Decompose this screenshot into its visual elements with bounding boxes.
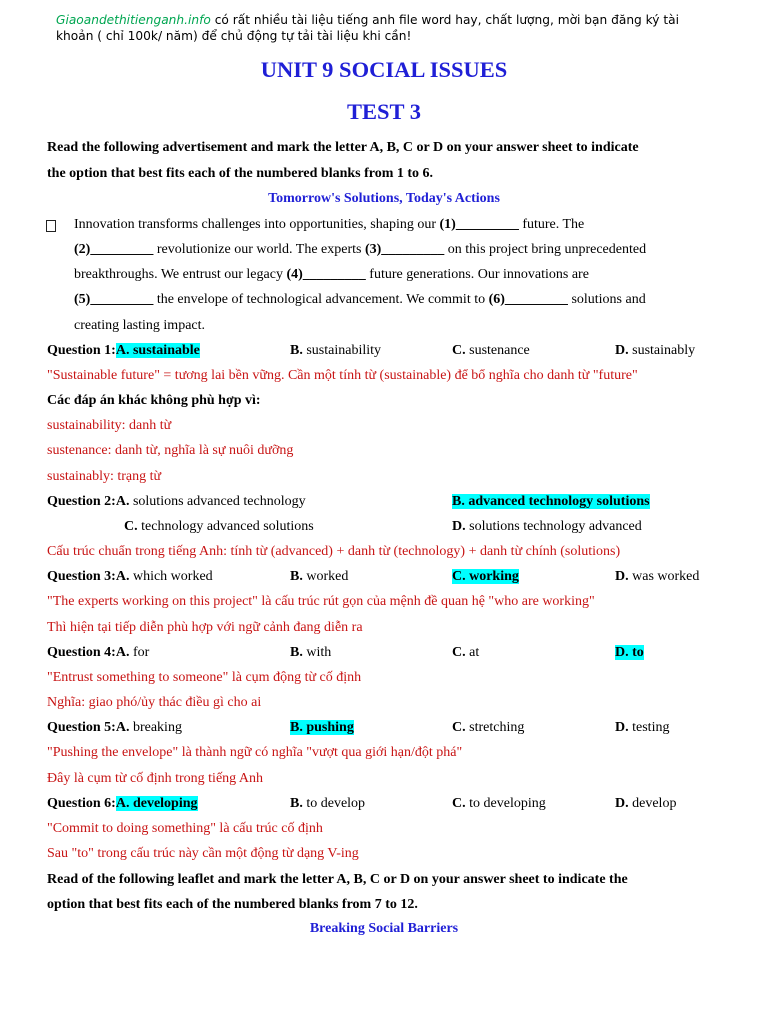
- test-title: TEST 3: [346, 99, 421, 124]
- passage-text: on this project bring unprecedented: [444, 242, 647, 257]
- option-text: develop: [628, 796, 677, 811]
- option-text: solutions technology advanced: [465, 519, 642, 534]
- instruction-2-line-1: Read of the following leaflet and mark the letter A, B, C or D on your answer sheet to indicate the: [47, 872, 628, 887]
- option-d[interactable]: [615, 343, 695, 359]
- option-a-correct[interactable]: A. developing: [115, 796, 198, 811]
- option-letter: C.: [452, 645, 466, 660]
- passage-text: the envelope of technological advancement. We commit to: [153, 292, 489, 307]
- blank-2: (2)_________: [74, 242, 154, 257]
- question-label: Question 2:: [47, 494, 116, 509]
- passage-text: breakthroughs. We entrust our legacy: [74, 267, 287, 282]
- option-text: stretching: [465, 720, 525, 735]
- option-d[interactable]: [615, 720, 669, 736]
- option-text: to developing: [465, 796, 546, 811]
- others-heading: Các đáp án khác không phù hợp vì:: [47, 393, 261, 408]
- option-a[interactable]: [116, 645, 149, 660]
- explanation: sustainability: danh từ: [47, 418, 172, 433]
- option-c[interactable]: [452, 343, 530, 359]
- option-b-correct[interactable]: B. advanced technology solutions: [452, 494, 650, 509]
- option-d[interactable]: [452, 519, 642, 535]
- option-text: sustainability: [302, 343, 382, 358]
- passage-1-line-2: [74, 242, 646, 258]
- option-text: to develop: [302, 796, 366, 811]
- question-label: Question 4:: [47, 645, 116, 660]
- option-a-correct[interactable]: A. sustainable: [115, 343, 200, 358]
- explanation: "Commit to doing something" là cấu trúc cố định: [47, 821, 323, 836]
- passage-text: Innovation transforms challenges into opportunities, shaping our: [74, 217, 440, 232]
- option-text: testing: [628, 720, 670, 735]
- passage-1-line-3: [74, 267, 589, 283]
- blank-5: (5)_________: [74, 292, 154, 307]
- option-letter: A.: [115, 569, 130, 584]
- option-d[interactable]: [615, 796, 676, 812]
- option-letter: D.: [615, 796, 629, 811]
- passage-text: future generations. Our innovations are: [365, 267, 589, 282]
- explanation: "Entrust something to someone" là cụm động từ cố định: [47, 670, 362, 685]
- instruction-1-line-1: Read the following advertisement and mark the letter A, B, C or D on your answer sheet to indicate: [47, 140, 639, 155]
- instruction-2-line-2: option that best fits each of the numbered blanks from 7 to 12.: [47, 897, 418, 912]
- option-letter: D.: [615, 343, 629, 358]
- option-a[interactable]: [116, 569, 213, 584]
- passage-text: future. The: [518, 217, 585, 232]
- question-label: Question 5:: [47, 720, 116, 735]
- option-text: worked: [302, 569, 349, 584]
- explanation: Cấu trúc chuẩn trong tiếng Anh: tính từ (advanced) + danh từ (technology) + danh từ chính (solutions): [47, 544, 621, 559]
- option-a[interactable]: [116, 720, 182, 735]
- explanation: Đây là cụm từ cố định trong tiếng Anh: [47, 771, 263, 786]
- explanation: Thì hiện tại tiếp diễn phù hợp với ngữ cảnh đang diễn ra: [47, 620, 363, 635]
- passage-1-line-1: [74, 217, 584, 233]
- option-text: which worked: [129, 569, 213, 584]
- explanation: "The experts working on this project" là cấu trúc rút gọn của mệnh đề quan hệ "who are working": [47, 594, 595, 609]
- option-b[interactable]: [290, 645, 331, 661]
- option-a[interactable]: [116, 494, 306, 509]
- option-text: with: [302, 645, 332, 660]
- option-text: solutions advanced technology: [129, 494, 306, 509]
- option-letter: C.: [452, 343, 466, 358]
- notice-text-2: khoản ( chỉ 100k/ năm) để chủ động tự tải tài liệu khi cần!: [56, 29, 412, 43]
- option-letter: B.: [290, 645, 303, 660]
- blank-3: (3)_________: [364, 242, 445, 257]
- option-text: sustainably: [628, 343, 696, 358]
- page-title: UNIT 9 SOCIAL ISSUES: [260, 57, 508, 82]
- option-text: was worked: [628, 569, 700, 584]
- option-c[interactable]: [124, 519, 314, 535]
- question-label: Question 6:: [47, 796, 116, 811]
- explanation: Nghĩa: giao phó/ủy thác điều gì cho ai: [47, 695, 262, 710]
- passage-1-title: Tomorrow's Solutions, Today's Actions: [268, 191, 500, 206]
- option-letter: A.: [115, 494, 130, 509]
- option-letter: D.: [615, 569, 629, 584]
- passage-text: solutions and: [567, 292, 646, 307]
- option-c[interactable]: [452, 645, 479, 661]
- blank-6: (6)_________: [488, 292, 568, 307]
- option-letter: D.: [452, 519, 466, 534]
- explanation: sustenance: danh từ, nghĩa là sự nuôi dưỡng: [47, 443, 294, 458]
- explanation: Sau "to" trong cấu trúc này cần một động từ dạng V-ing: [47, 846, 359, 861]
- option-letter: B.: [290, 343, 303, 358]
- option-c[interactable]: [452, 796, 546, 812]
- option-letter: B.: [290, 796, 303, 811]
- option-c-correct[interactable]: C. working: [452, 569, 519, 584]
- option-letter: C.: [124, 519, 138, 534]
- option-letter: A.: [115, 720, 130, 735]
- explanation: sustainably: trạng từ: [47, 469, 162, 484]
- option-letter: B.: [290, 569, 303, 584]
- passage-text: revolutionize our world. The experts: [153, 242, 365, 257]
- passage-2-title: Breaking Social Barriers: [309, 921, 459, 936]
- blank-1: (1)_________: [439, 217, 519, 232]
- passage-1-line-4: [74, 292, 646, 308]
- bullet-icon: [46, 220, 56, 232]
- blank-4: (4)_________: [286, 267, 366, 282]
- question-label: Question 3:: [47, 569, 116, 584]
- site-link[interactable]: Giaoandethitienganh.info: [56, 13, 211, 27]
- option-letter: A.: [115, 645, 130, 660]
- question-label: Question 1:: [47, 343, 116, 358]
- option-text: for: [129, 645, 150, 660]
- option-text: sustenance: [465, 343, 530, 358]
- option-d-correct[interactable]: D. to: [615, 645, 644, 660]
- passage-1-line-5: creating lasting impact.: [74, 318, 206, 333]
- explanation: "Sustainable future" = tương lai bền vững. Cần một tính từ (sustainable) để bổ nghĩa cho danh từ "future": [47, 368, 638, 383]
- option-letter: C.: [452, 796, 466, 811]
- option-letter: D.: [615, 720, 629, 735]
- option-text: breaking: [129, 720, 182, 735]
- option-letter: C.: [452, 720, 466, 735]
- option-b-correct[interactable]: B. pushing: [290, 720, 354, 735]
- header-notice: [56, 12, 736, 44]
- option-text: technology advanced solutions: [137, 519, 314, 534]
- explanation: "Pushing the envelope" là thành ngữ có nghĩa "vượt qua giới hạn/đột phá": [47, 745, 463, 760]
- option-d[interactable]: [615, 569, 699, 585]
- option-text: at: [465, 645, 480, 660]
- option-c[interactable]: [452, 720, 524, 736]
- notice-text-1: có rất nhiều tài liệu tiếng anh file word hay, chất lượng, mời bạn đăng ký tài: [210, 13, 679, 27]
- instruction-1-line-2: the option that best fits each of the numbered blanks from 1 to 6.: [47, 166, 434, 181]
- option-b[interactable]: [290, 796, 365, 812]
- option-b[interactable]: [290, 343, 381, 359]
- option-b[interactable]: [290, 569, 348, 585]
